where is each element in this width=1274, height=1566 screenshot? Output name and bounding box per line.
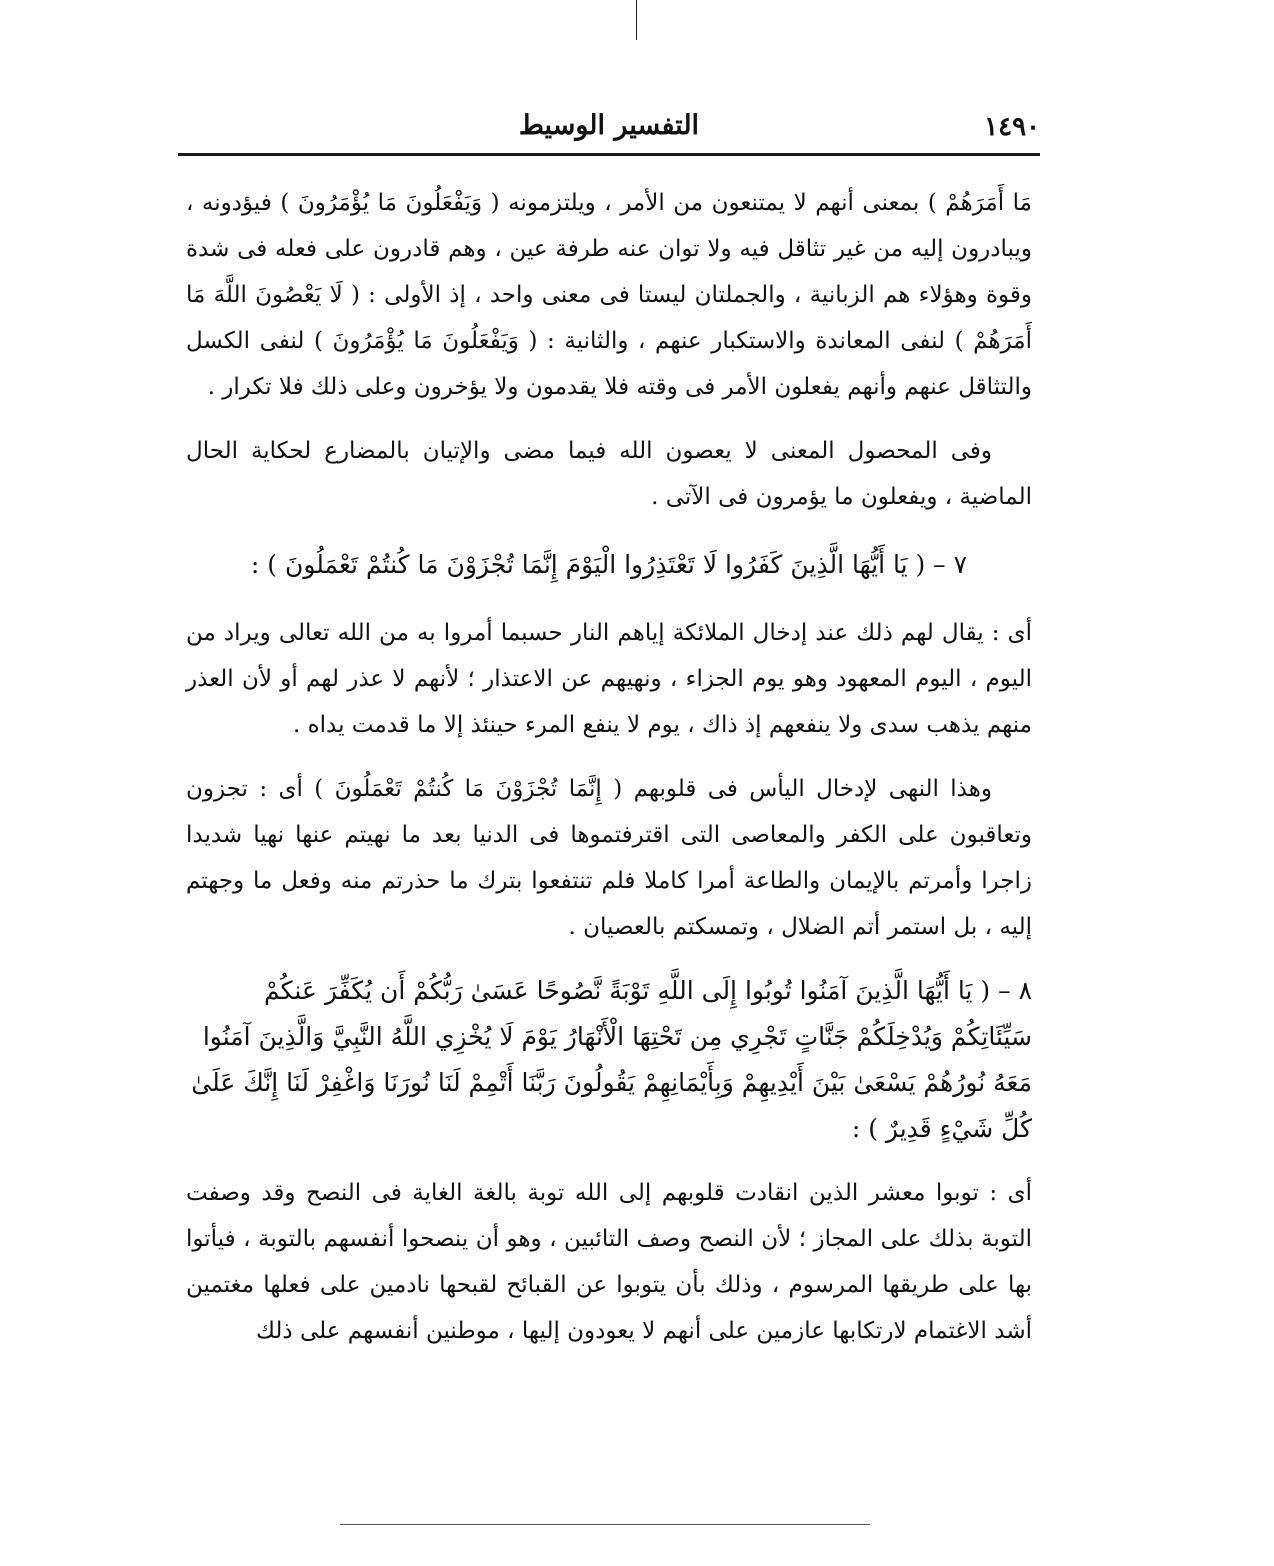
page-number: ١٤٩٠ [984,112,1040,142]
body-text [186,180,1032,1354]
paragraph-1: مَا أَمَرَهُمْ ) بمعنى أنهم لا يمتنعون من الأمر ، ويلتزمونه ( وَيَفْعَلُونَ مَا يُؤْمَرُونَ ) فيؤدونه ، ويبادرون إليه من غير تثاقل فيه ولا توان عنه طرفة عين ، وهم قادرون على فعله فى شدة وقوة وهؤلاء هم الزبانية ، والجملتان ليستا فى معنى واحد ، إذ الأولى : ( لَا يَعْصُونَ اللَّهَ مَا أَمَرَهُمْ ) لنفى المعاندة والاستكبار عنهم ، والثانية : ( وَيَفْعَلُونَ مَا يُؤْمَرُونَ ) لنفى الكسل والتثاقل عنهم وأنهم يفعلون الأمر فى وقته فلا يقدمون ولا يؤخرون وعلى ذلك فلا تكرار . [186,190,1032,400]
paragraph-2: وفى المحصول المعنى لا يعصون الله فيما مضى والإتيان بالمضارع لحكاية الحال الماضية ، ويفعلون ما يؤمرون فى الآتى . [186,438,1032,510]
page-header [178,110,1040,150]
running-title: التفسير الوسيط [518,110,700,141]
paragraph-4: وهذا النهى لإدخال اليأس فى قلوبهم ( إِنَّمَا تُجْزَوْنَ مَا كُنتُمْ تَعْمَلُونَ ) أى : تجزون وتعاقبون على الكفر والمعاصى التى اقترفتموها فى الدنيا بعد ما نهيتم عنها نهيا شديدا زاجرا وأمرتم بالإيمان والطاعة أمرا كاملا فلم تنتفعوا بترك ما حذرتم منه وفعل ما وجهتم إليه ، بل استمر أتم الضلال ، وتمسكتم بالعصيان . [186,776,1032,940]
paragraph-gap [186,410,1032,428]
footer-rule [340,1524,870,1525]
verse-7: ٧ – ( يَا أَيُّهَا الَّذِينَ كَفَرُوا لَا تَعْتَذِرُوا الْيَوْمَ إِنَّمَا تُجْزَوْنَ مَا كُنتُمْ تَعْمَلُونَ ) : [250,550,968,579]
paragraph-gap [186,748,1032,766]
scan-mark [636,0,637,40]
paragraph-gap [186,1152,1032,1170]
header-rule [178,153,1040,156]
paragraph-gap [186,520,1032,542]
paragraph-3: أى : يقال لهم ذلك عند إدخال الملائكة إياهم النار حسبما أمروا به من الله تعالى ويراد من اليوم ، اليوم المعهود وهو يوم الجزاء ، ونهيهم عن الاعتذار ؛ لأنهم لا عذر لهم أو لأن العذر منهم يذهب سدى ولا ينفعهم إذ ذاك ، يوم لا ينفع المرء حينئذ إلا ما قدمت يداه . [186,620,1032,738]
paragraph-gap [186,950,1032,968]
paragraph-gap [186,588,1032,610]
paragraph-5: أى : توبوا معشر الذين انقادت قلوبهم إلى الله توبة بالغة الغاية فى النصح وقد وصفت التوبة بذلك على المجاز ؛ لأن النصح وصف التائبين ، وهو أن ينصحوا أنفسهم بالتوبة ، فيأتوا بها على طريقها المرسوم ، وذلك بأن يتوبوا عن القبائح لقبحها نادمين على فعلها مغتمين أشد الاغتمام لارتكابها عازمين على أنهم لا يعودون إليها ، موطنين أنفسهم على ذلك [186,1180,1032,1344]
verse-8: ٨ – ( يَا أَيُّهَا الَّذِينَ آمَنُوا تُوبُوا إِلَى اللَّهِ تَوْبَةً نَّصُوحًا عَسَىٰ رَبُّكُمْ أَن يُكَفِّرَ عَنكُمْ سَيِّئَاتِكُمْ وَيُدْخِلَكُمْ جَنَّاتٍ تَجْرِي مِن تَحْتِهَا الْأَنْهَارُ يَوْمَ لَا يُخْزِي اللَّهُ النَّبِيَّ وَالَّذِينَ آمَنُوا مَعَهُ نُورُهُمْ يَسْعَىٰ بَيْنَ أَيْدِيهِمْ وَبِأَيْمَانِهِمْ يَقُولُونَ رَبَّنَا أَتْمِمْ لَنَا نُورَنَا وَاغْفِرْ لَنَا إِنَّكَ عَلَىٰ كُلِّ شَيْءٍ قَدِيرٌ ) : [191,976,1032,1143]
